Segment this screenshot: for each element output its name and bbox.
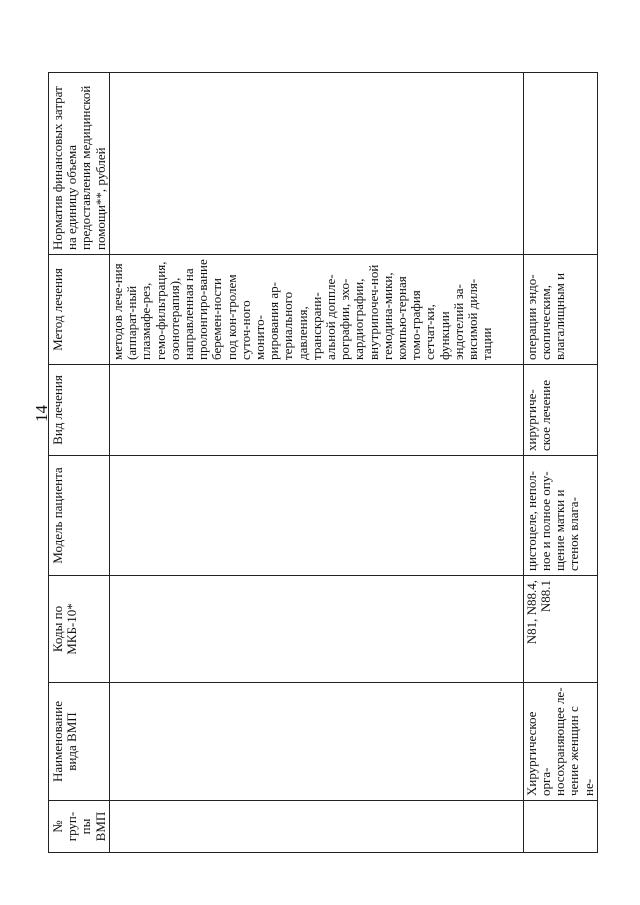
header-type: Вид лечения [49, 365, 110, 456]
cell-method: операции эндо-скопическим, влагалищным и [523, 255, 597, 365]
cell-name [109, 683, 523, 801]
cell-name: Хирургическое орга-носохраняющее ле-чение женщин с не- [523, 683, 597, 801]
cell-codes: N81, N88.4, N88.1 [523, 576, 597, 683]
page-number: 14 [32, 405, 51, 422]
cell-norm [109, 73, 523, 255]
cell-norm [523, 73, 597, 255]
rotated-table-wrapper [48, 73, 598, 853]
header-codes: Коды по МКБ-10* [49, 576, 110, 683]
cell-codes [109, 576, 523, 683]
header-norm: Норматив финансовых затрат на единицу объема предоставления медицинской помощи**, рублей [49, 73, 110, 255]
header-name: Наименование вида ВМП [49, 683, 110, 801]
cell-group [523, 801, 597, 853]
cell-type: хирургиче-ское лечение [523, 365, 597, 456]
header-group: № груп-пы ВМП [49, 801, 110, 853]
vmp-table [48, 72, 598, 853]
cell-group [109, 801, 523, 853]
header-model: Модель пациента [49, 456, 110, 576]
header-method: Метод лечения [49, 255, 110, 365]
table-row [523, 73, 597, 853]
cell-method: методов лече-ния (аппарат-ный плазмафе-рез, гемо-фильтрация, озонотерапия), направленная на пролонгиро-вание беремен-ности под кон-тролем суточ-ного монито-рирования ар-териального давления, транскрани-альной доппле-рографии, эхо-кардиографии, внутрипочеч-ной гемодина-мики, компью-терная томо-графия сетчат-ки, функции эндотелий за-висимой диля-тации [109, 255, 523, 365]
table-header-row [49, 73, 110, 853]
table-row [109, 73, 523, 853]
cell-type [109, 365, 523, 456]
cell-model: цистоцеле, непол-ное и полное опу-щение матки и стенок влага- [523, 456, 597, 576]
cell-model [109, 456, 523, 576]
